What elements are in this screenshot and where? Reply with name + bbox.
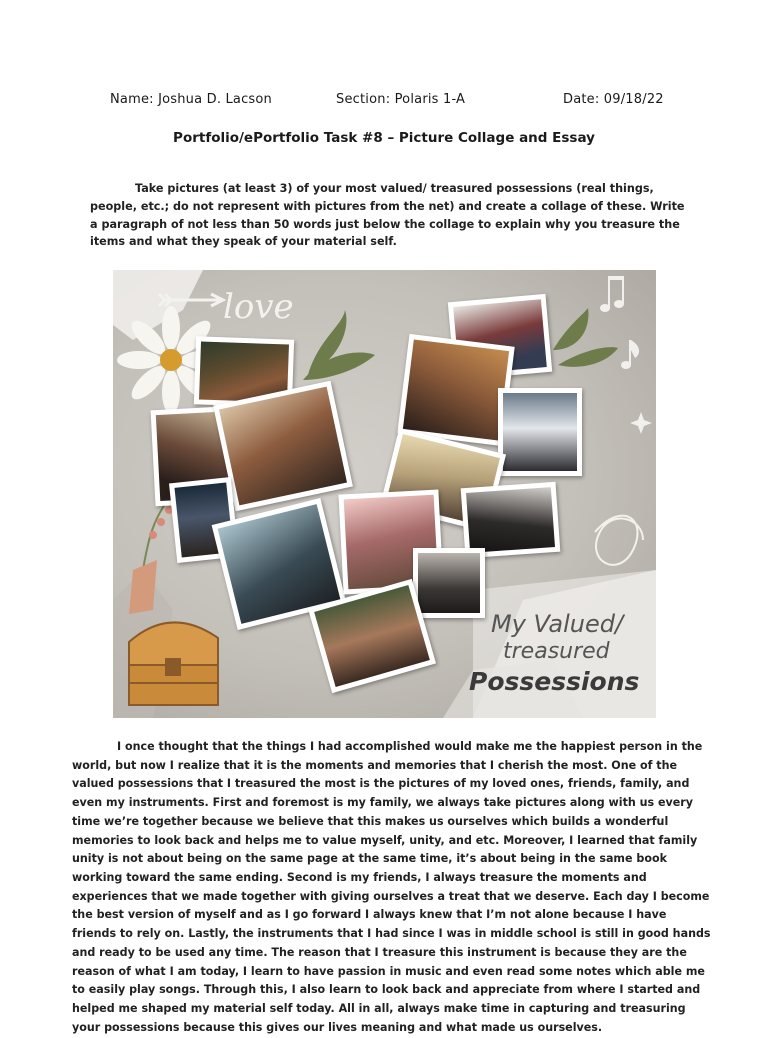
student-name: Name: Joshua D. Lacson	[110, 92, 272, 107]
love-text: love	[223, 287, 294, 327]
caption-line-3: Possessions	[469, 667, 640, 696]
arrow-icon	[159, 294, 223, 306]
collage-photo	[413, 548, 485, 618]
header-info	[0, 92, 768, 112]
essay-text: I once thought that the things I had accomplished would make me the happiest person in the world, but now I realize that it is the moments and memories that I cherish the most. One of the valued possessions that I treasured the most is the pictures of my loved ones, friends, family, and even my instruments. First and foremost is my family, we always take pictures along with us every time we’re together because we believe that this makes us ourselves which builds a wonderful memories to look back and helps me to value myself, unity, and etc. Moreover, I learned that family unity is not about being on the same page at the same time, it’s about being in the same book working toward the same ending. Second is my friends, I always treasure the moments and experiences that we made together with giving ourselves a treat that we deserve. Each day I become the best version of myself and as I go forward I always knew that I’m not alone because I have friends to rely on. Lastly, the instruments that I had since I was in middle school is still in good hands and ready to be used any time. The reason that I treasure this instrument is because they are the reason of what I am today, I learn to have passion in music and even read some notes which able me to easily play songs. Through this, I also learn to look back and appreciate from where I started and helped me shaped my material self today. All in all, always make time in capturing and treasuring your possessions because this gives our lives meaning and what made us ourselves.	[72, 740, 711, 1034]
submission-date: Date: 09/18/22	[563, 92, 664, 107]
collage-photo	[461, 482, 561, 558]
caption-line-1: My Valued/	[491, 610, 624, 638]
task-instructions	[90, 180, 690, 251]
treasure-chest-icon	[129, 622, 218, 705]
caption-line-2: treasured	[503, 639, 610, 664]
instructions-text: Take pictures (at least 3) of your most valued/ treasured possessions (real things, people, etc.; do not represent with pictures from the net) and create a collage of these. Write a paragraph of not less than 50 words just below the collage to explain why you treasure the items and what they speak of your material self.	[90, 182, 685, 249]
student-section: Section: Polaris 1-A	[336, 92, 466, 107]
collage-photo	[498, 388, 582, 476]
scribble-icon	[595, 516, 643, 565]
rose-branch-icon	[129, 500, 173, 614]
picture-collage	[113, 270, 656, 718]
essay-body	[72, 738, 712, 1038]
page-title: Portfolio/ePortfolio Task #8 – Picture Collage and Essay	[173, 130, 595, 146]
